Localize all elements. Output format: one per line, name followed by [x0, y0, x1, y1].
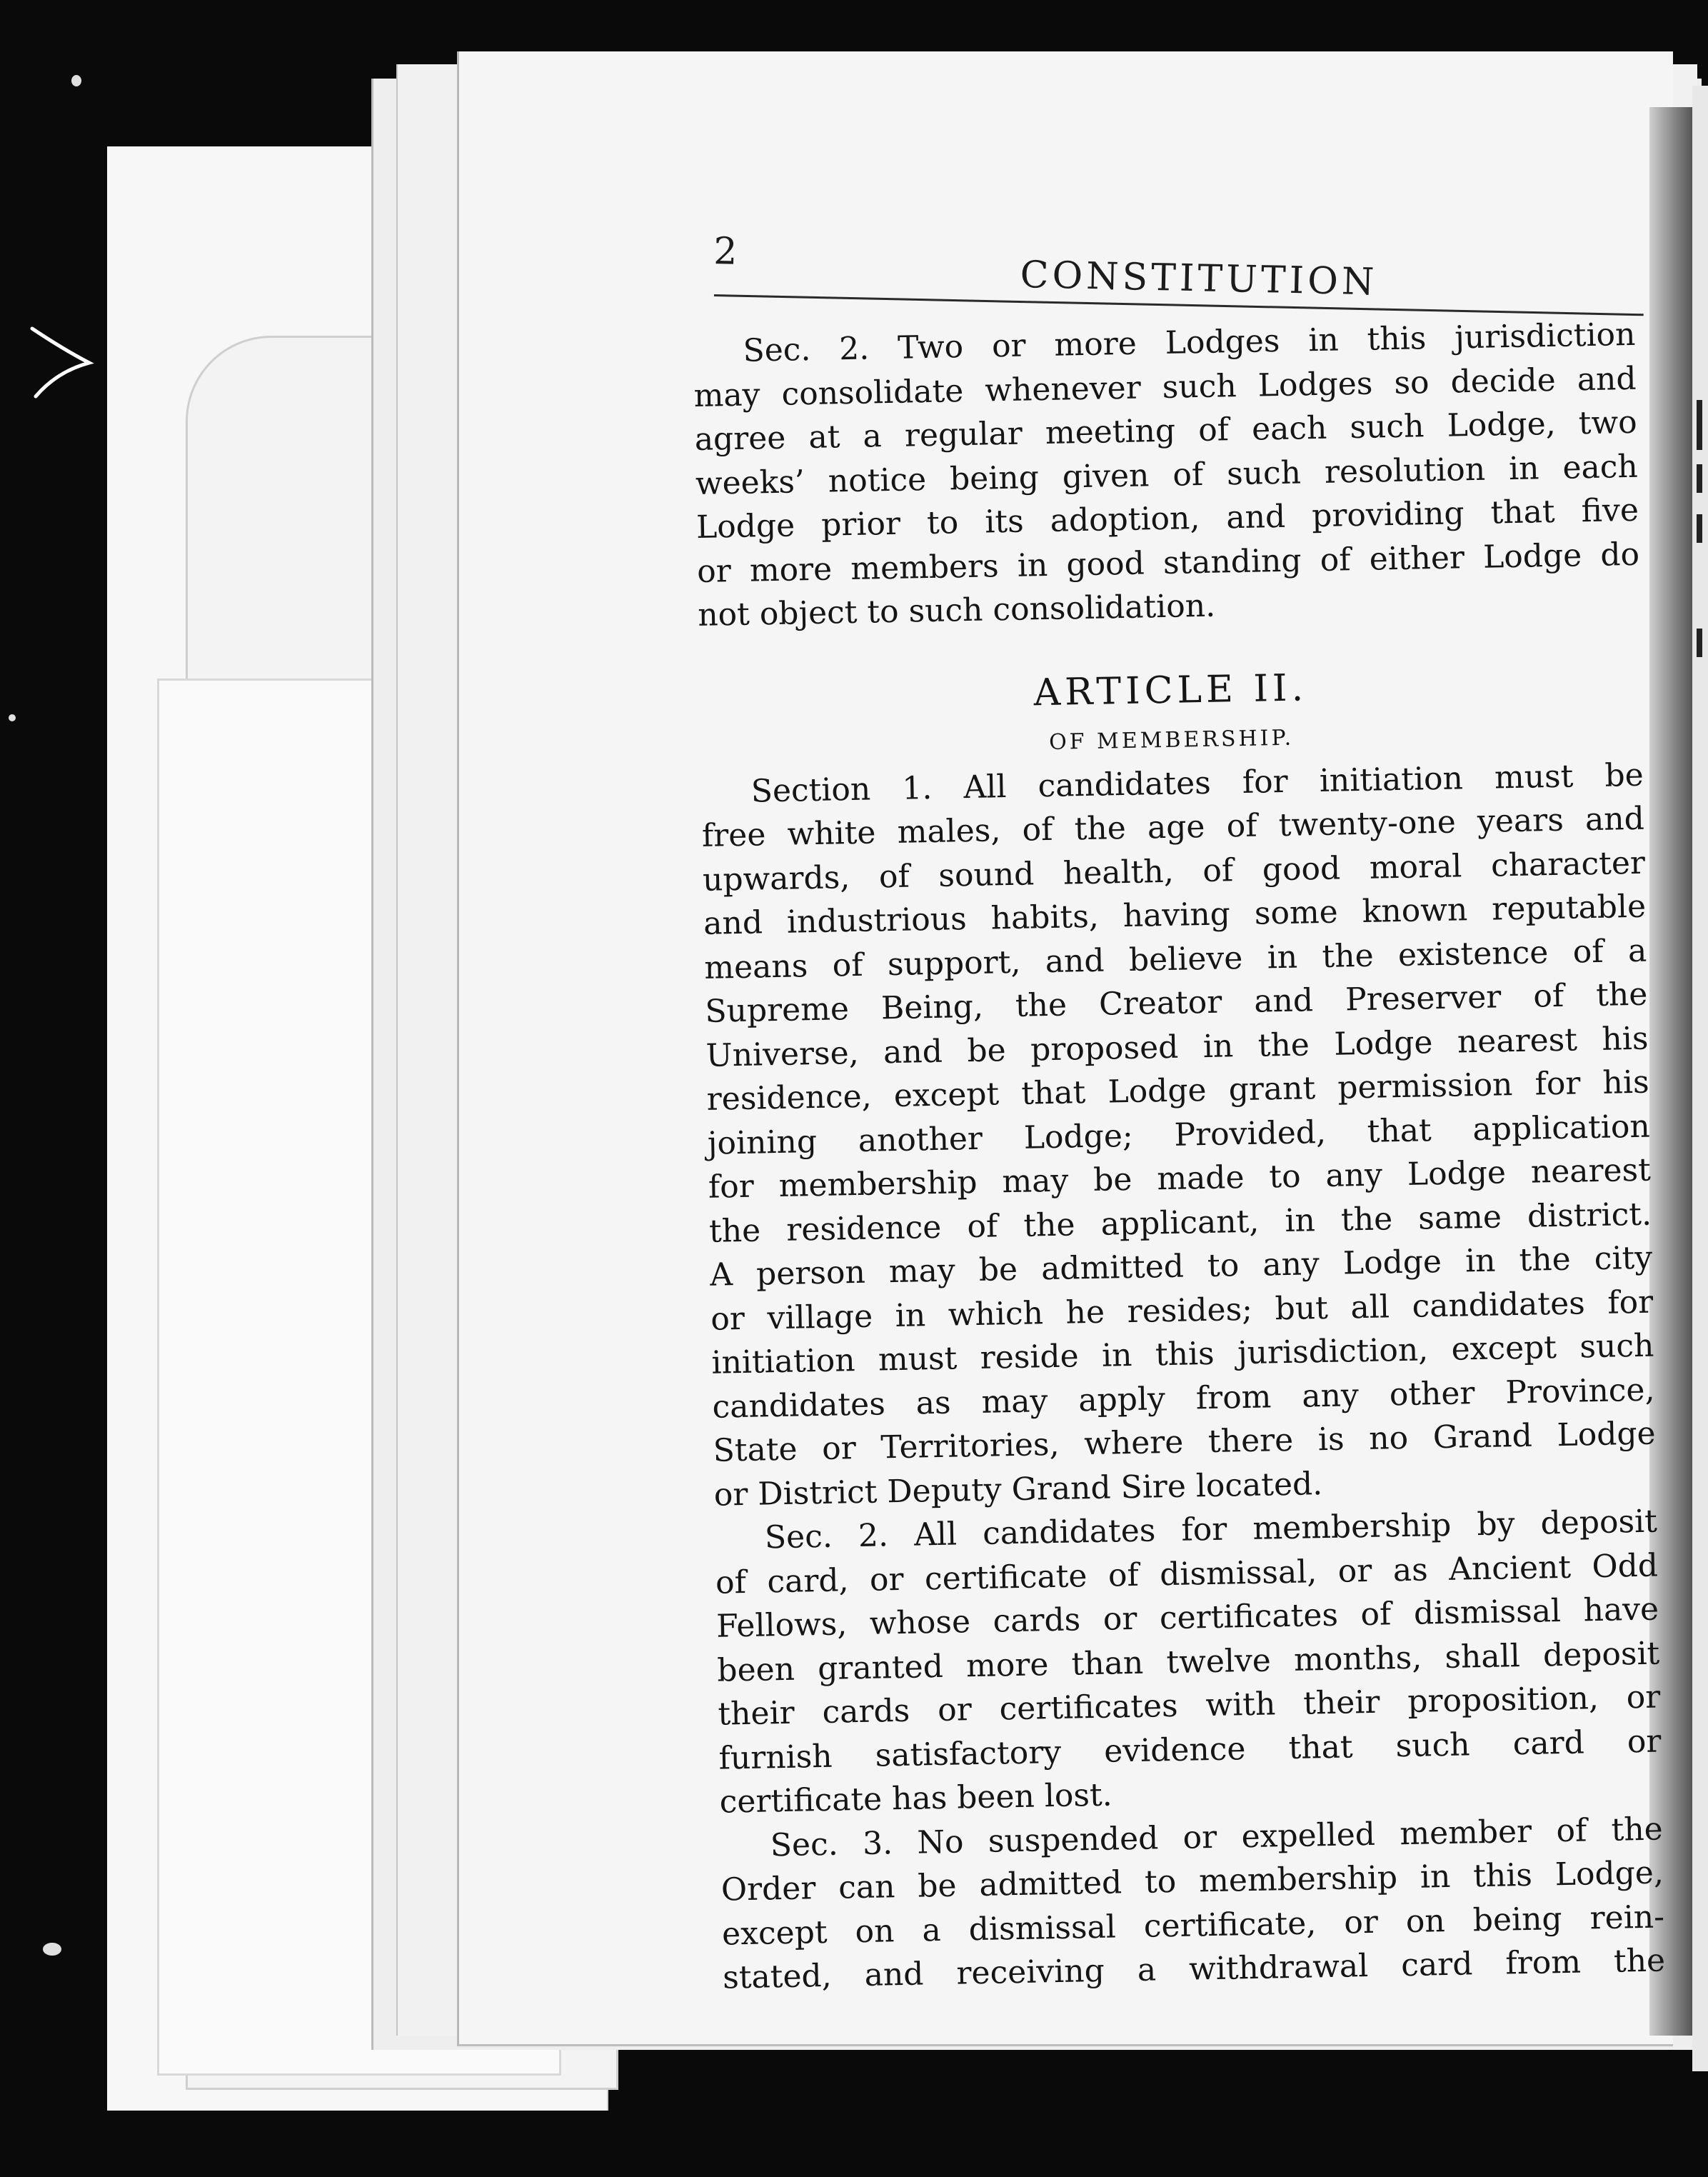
text-line: Sec. 2. All candidates for membership by deposit [764, 1503, 1658, 1556]
text-line: furnish satisfactory evidence that such card or [718, 1722, 1662, 1777]
text-line: means of support, and believe in the existence of a [703, 932, 1647, 986]
text-line: Order can be admitted to membership in this Lodge, [720, 1854, 1664, 1908]
text-line: or District Deputy Grand Sire located. [713, 1465, 1323, 1513]
text-line: their cards or certificates with their proposition, or [718, 1678, 1661, 1733]
article-2-section-1 [700, 753, 1657, 1517]
text-line: weeks’ notice being given of such resolution in each [695, 448, 1639, 502]
text-line: Lodge prior to its adoption, and providing that five [695, 491, 1639, 546]
text-line: except on a dismissal certificate, or on being rein- [721, 1898, 1665, 1953]
text-line: State or Territories, where there is no Grand Lodge [713, 1415, 1657, 1469]
text-line: Universe, and be proposed in the Lodge nearest his [705, 1020, 1649, 1074]
text-line: Fellows, whose cards or certificates of dismissal have [715, 1591, 1659, 1645]
text-line: or village in which he resides; but all candidates for [710, 1283, 1654, 1338]
running-title: CONSTITUTION [1020, 253, 1378, 304]
text-line: of card, or certificate of dismissal, or as Ancient Odd [715, 1547, 1659, 1601]
text-line: Section 1. All candidates for initiation must be [750, 756, 1644, 810]
text-line: stated, and receiving a withdrawal card from the [722, 1942, 1666, 1996]
article-2-section-2 [714, 1500, 1662, 1825]
facing-page-glyph [1697, 464, 1702, 493]
section-2-paragraph [693, 313, 1641, 638]
text-line: residence, except that Lodge grant permission for his [706, 1064, 1649, 1118]
text-line: Sec. 3. No suspended or expelled member of the [770, 1810, 1664, 1863]
text-line: or more members in good standing of either Lodge do [696, 536, 1640, 590]
pen-mark-icon [21, 321, 100, 407]
facing-page-glyph [1697, 629, 1702, 657]
text-line: agree at a regular meeting of each such Lodge, two [694, 404, 1638, 458]
article-2-section-3 [720, 1807, 1665, 2000]
text-line: and industrious habits, having some known reputable [703, 888, 1647, 942]
facing-page-edge [1692, 86, 1708, 2071]
article-subtitle: OF MEMBERSHIP. [1048, 725, 1295, 755]
facing-page-glyph [1697, 400, 1702, 450]
text-line: the residence of the applicant, in the same district. [708, 1196, 1652, 1250]
dust-speck [71, 75, 81, 86]
text-line: Sec. 2. Two or more Lodges in this jurisdiction [743, 316, 1636, 369]
text-line: not object to such consolidation. [697, 587, 1216, 634]
text-line: candidates as may apply from any other Province, [712, 1371, 1655, 1426]
text-line: for membership may be made to any Lodge nearest [708, 1151, 1652, 1206]
page-body [693, 313, 1666, 2000]
text-line: Supreme Being, the Creator and Preserver of the [705, 976, 1648, 1030]
text-line: free white males, of the age of twenty-one years and [701, 800, 1645, 854]
text-line: A person may be admitted to any Lodge in the city [709, 1239, 1653, 1293]
text-line: may consolidate whenever such Lodges so decide and [693, 360, 1637, 414]
text-line: upwards, of sound health, of good moral character [702, 844, 1646, 899]
text-line: joining another Lodge; Provided, that application [707, 1108, 1651, 1162]
facing-page-glyph [1697, 514, 1702, 543]
text-line: been granted more than twelve months, shall deposit [716, 1635, 1660, 1689]
page-number: 2 [713, 230, 738, 274]
article-title: ARTICLE II. [1033, 666, 1308, 714]
dust-speck [9, 714, 16, 721]
text-line: initiation must reside in this jurisdiction, except such [711, 1327, 1654, 1381]
dust-speck [43, 1943, 61, 1956]
text-line: certificate has been lost. [719, 1776, 1113, 1821]
